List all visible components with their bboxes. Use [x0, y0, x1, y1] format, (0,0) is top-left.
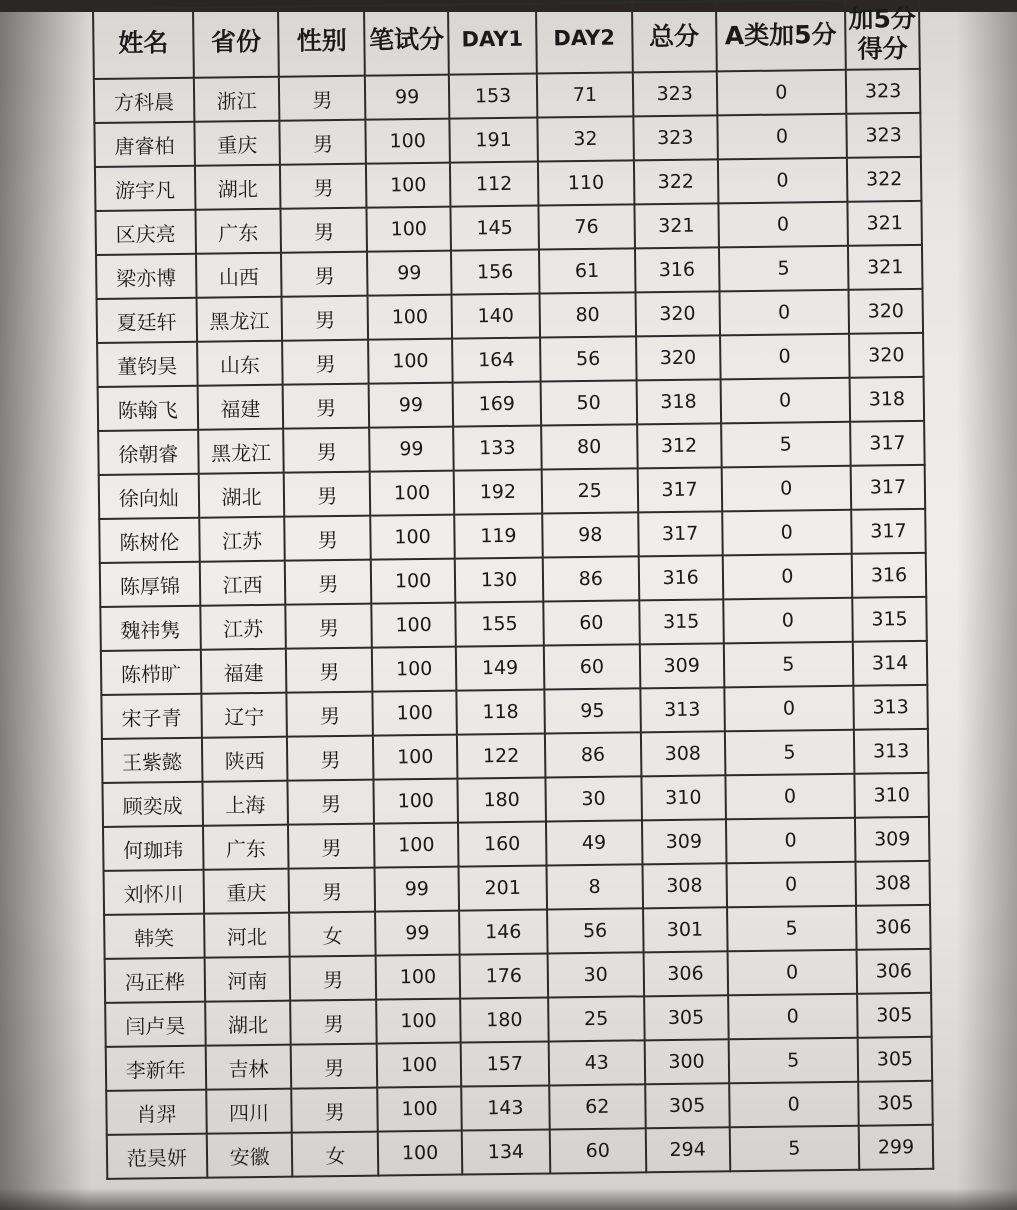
- cell-day2: 98: [542, 512, 638, 557]
- header-gender: 性别: [278, 6, 365, 77]
- cell-day1: 149: [456, 646, 544, 691]
- cell-day2: 61: [539, 248, 635, 293]
- cell-final-score: 321: [848, 201, 922, 246]
- cell-name: 肖羿: [106, 1090, 206, 1135]
- cell-province: 广东: [203, 825, 289, 870]
- cell-day1: 140: [452, 294, 540, 339]
- cell-written-score: 99: [367, 251, 451, 296]
- cell-bonus: 5: [728, 1038, 858, 1084]
- cell-province: 重庆: [194, 121, 280, 166]
- cell-day1: 130: [455, 558, 543, 603]
- cell-total: 313: [640, 687, 724, 732]
- cell-final-score: 305: [857, 993, 931, 1038]
- cell-final-score: 318: [850, 377, 924, 422]
- cell-name: 王紫懿: [102, 738, 202, 783]
- cell-total: 305: [644, 995, 728, 1040]
- cell-final-score: 320: [849, 333, 923, 378]
- cell-province: 福建: [197, 385, 283, 430]
- cell-province: 广东: [195, 209, 281, 254]
- cell-total: 323: [633, 71, 717, 116]
- cell-name: 游宇凡: [95, 166, 195, 211]
- cell-gender: 男: [287, 692, 373, 737]
- cell-day1: 112: [450, 162, 538, 207]
- cell-total: 317: [637, 467, 721, 512]
- cell-name: 宋子青: [101, 694, 201, 739]
- cell-day2: 8: [546, 864, 642, 909]
- cell-day2: 25: [542, 468, 638, 513]
- cell-day1: 122: [457, 734, 545, 779]
- header-row: [93, 0, 920, 79]
- cell-day2: 80: [539, 292, 635, 337]
- cell-day1: 192: [454, 470, 542, 515]
- cell-final-score: 305: [858, 1037, 932, 1082]
- cell-bonus: 0: [720, 378, 850, 424]
- cell-bonus: 0: [718, 202, 848, 248]
- cell-name: 区庆亮: [95, 210, 195, 255]
- cell-written-score: 100: [373, 691, 457, 736]
- cell-province: 吉林: [205, 1045, 291, 1090]
- cell-total: 300: [644, 1039, 728, 1084]
- cell-written-score: 100: [370, 515, 454, 560]
- cell-day2: 60: [544, 644, 640, 689]
- cell-gender: 男: [283, 384, 369, 429]
- cell-written-score: 100: [368, 295, 452, 340]
- cell-name: 魏祎隽: [100, 606, 200, 651]
- cell-gender: 女: [292, 1132, 378, 1177]
- cell-final-score: 322: [847, 157, 921, 202]
- cell-final-score: 306: [857, 949, 931, 994]
- cell-day2: 50: [540, 380, 636, 425]
- cell-name: 李新年: [106, 1046, 206, 1091]
- cell-bonus: 0: [723, 598, 853, 644]
- cell-day2: 110: [538, 160, 634, 205]
- cell-written-score: 100: [371, 603, 455, 648]
- cell-gender: 男: [286, 648, 372, 693]
- cell-total: 322: [634, 159, 718, 204]
- cell-name: 顾奕成: [102, 782, 202, 827]
- cell-day1: 164: [452, 338, 540, 383]
- header-name: 姓名: [93, 8, 194, 79]
- cell-bonus: 5: [724, 730, 854, 776]
- cell-gender: 男: [280, 164, 366, 209]
- cell-bonus: 0: [725, 774, 855, 820]
- cell-bonus: 0: [724, 686, 854, 732]
- cell-day2: 32: [537, 116, 633, 161]
- cell-bonus: 5: [721, 422, 851, 468]
- cell-written-score: 100: [373, 735, 457, 780]
- cell-written-score: 100: [377, 1087, 461, 1132]
- cell-gender: 男: [288, 824, 374, 869]
- cell-day1: 134: [462, 1129, 550, 1174]
- header-total: 总分: [632, 1, 717, 72]
- cell-name: 方科晨: [94, 78, 194, 123]
- cell-bonus: 0: [717, 114, 847, 160]
- cell-bonus: 0: [722, 510, 852, 556]
- cell-province: 上海: [202, 781, 288, 826]
- cell-name: 何珈玮: [103, 826, 203, 871]
- cell-written-score: 100: [366, 119, 450, 164]
- cell-written-score: 100: [378, 1131, 462, 1176]
- cell-bonus: 0: [720, 334, 850, 380]
- cell-name: 刘怀川: [104, 870, 204, 915]
- cell-province: 山东: [197, 341, 283, 386]
- cell-final-score: 323: [846, 69, 920, 114]
- cell-final-score: 317: [850, 421, 924, 466]
- cell-name: 陈树伦: [99, 518, 199, 563]
- cell-day1: 119: [454, 514, 542, 559]
- cell-gender: 男: [286, 604, 372, 649]
- score-table: [92, 0, 934, 1180]
- cell-province: 辽宁: [201, 693, 287, 738]
- cell-day2: 86: [543, 556, 639, 601]
- header-day2: DAY2: [536, 2, 633, 73]
- cell-final-score: 313: [854, 729, 928, 774]
- cell-day2: 62: [549, 1084, 645, 1129]
- cell-final-score: 299: [859, 1125, 933, 1170]
- cell-day1: 160: [458, 822, 546, 867]
- cell-final-score: 308: [856, 861, 930, 906]
- header-day1: DAY1: [448, 4, 537, 75]
- cell-name: 韩笑: [104, 914, 204, 959]
- cell-day1: 153: [449, 74, 537, 119]
- cell-bonus: 0: [721, 466, 851, 512]
- cell-bonus: 0: [728, 994, 858, 1040]
- cell-province: 黑龙江: [196, 297, 282, 342]
- cell-day1: 157: [461, 1041, 549, 1086]
- cell-written-score: 100: [367, 207, 451, 252]
- cell-written-score: 100: [376, 999, 460, 1044]
- cell-day2: 30: [547, 952, 643, 997]
- cell-gender: 男: [279, 76, 365, 121]
- cell-gender: 男: [285, 516, 371, 561]
- cell-province: 湖北: [198, 473, 284, 518]
- cell-day2: 43: [549, 1040, 645, 1085]
- cell-written-score: 100: [371, 559, 455, 604]
- cell-gender: 男: [288, 780, 374, 825]
- cell-final-score: 306: [856, 905, 930, 950]
- cell-final-score: 320: [849, 289, 923, 334]
- cell-province: 山西: [196, 253, 282, 298]
- table-body: [94, 69, 933, 1179]
- cell-total: 308: [641, 731, 725, 776]
- cell-gender: 男: [283, 340, 369, 385]
- cell-name: 陈厚锦: [100, 562, 200, 607]
- cell-bonus: 0: [716, 70, 846, 116]
- cell-province: 福建: [201, 649, 287, 694]
- cell-written-score: 99: [375, 911, 459, 956]
- cell-final-score: 310: [855, 773, 929, 818]
- cell-name: 夏廷轩: [97, 298, 197, 343]
- cell-total: 306: [643, 951, 727, 996]
- cell-gender: 男: [282, 296, 368, 341]
- cell-total: 309: [640, 643, 724, 688]
- cell-day1: 156: [451, 250, 539, 295]
- cell-name: 范昊妍: [107, 1134, 207, 1179]
- cell-day1: 118: [456, 690, 544, 735]
- cell-written-score: 99: [369, 427, 453, 472]
- cell-bonus: 0: [725, 818, 855, 864]
- cell-name: 梁亦博: [96, 254, 196, 299]
- cell-total: 315: [639, 599, 723, 644]
- cell-name: 徐朝睿: [98, 430, 198, 475]
- cell-bonus: 0: [717, 158, 847, 204]
- cell-province: 安徽: [206, 1133, 292, 1178]
- cell-total: 320: [636, 335, 720, 380]
- cell-written-score: 100: [368, 339, 452, 384]
- cell-gender: 男: [292, 1088, 378, 1133]
- cell-total: 323: [633, 115, 717, 160]
- cell-total: 312: [637, 423, 721, 468]
- cell-bonus: 5: [719, 246, 849, 292]
- table-row: [107, 1125, 933, 1179]
- header-final-score: 加5分得分: [845, 0, 920, 70]
- cell-written-score: 100: [374, 779, 458, 824]
- cell-name: 董钧昊: [97, 342, 197, 387]
- cell-final-score: 315: [852, 597, 926, 642]
- cell-province: 江西: [199, 561, 285, 606]
- cell-bonus: 0: [719, 290, 849, 336]
- cell-total: 317: [638, 511, 722, 556]
- cell-province: 四川: [206, 1089, 292, 1134]
- cell-day1: 146: [459, 910, 547, 955]
- cell-final-score: 323: [846, 113, 920, 158]
- cell-bonus: 0: [729, 1082, 859, 1128]
- cell-day1: 155: [455, 602, 543, 647]
- cell-total: 305: [645, 1083, 729, 1128]
- cell-final-score: 305: [858, 1081, 932, 1126]
- bottom-shadow: [0, 1188, 1017, 1210]
- cell-written-score: 100: [377, 1043, 461, 1088]
- right-shadow: [957, 0, 1017, 1210]
- cell-total: 320: [635, 291, 719, 336]
- header-province: 省份: [193, 7, 280, 78]
- cell-day2: 76: [538, 204, 634, 249]
- cell-day2: 71: [537, 72, 633, 117]
- cell-written-score: 100: [374, 823, 458, 868]
- cell-day1: 169: [453, 382, 541, 427]
- cell-day1: 191: [449, 118, 537, 163]
- cell-name: 闫卢昊: [105, 1002, 205, 1047]
- cell-day2: 56: [547, 908, 643, 953]
- cell-total: 309: [642, 819, 726, 864]
- cell-gender: 男: [284, 428, 370, 473]
- cell-day1: 143: [461, 1085, 549, 1130]
- cell-day2: 60: [550, 1128, 646, 1173]
- cell-total: 301: [643, 907, 727, 952]
- cell-written-score: 100: [370, 471, 454, 516]
- cell-final-score: 309: [855, 817, 929, 862]
- cell-gender: 男: [290, 956, 376, 1001]
- cell-written-score: 99: [365, 75, 449, 120]
- cell-province: 浙江: [194, 77, 280, 122]
- cell-day2: 80: [541, 424, 637, 469]
- cell-province: 河南: [204, 957, 290, 1002]
- cell-name: 冯正桦: [105, 958, 205, 1003]
- cell-gender: 男: [291, 1044, 377, 1089]
- cell-written-score: 99: [369, 383, 453, 428]
- cell-written-score: 100: [366, 163, 450, 208]
- cell-day1: 180: [457, 778, 545, 823]
- cell-bonus: 0: [722, 554, 852, 600]
- cell-final-score: 314: [853, 641, 927, 686]
- header-written-score: 笔试分: [364, 5, 449, 76]
- cell-name: 徐向灿: [99, 474, 199, 519]
- cell-day1: 201: [459, 866, 547, 911]
- cell-final-score: 321: [848, 245, 922, 290]
- cell-final-score: 316: [852, 553, 926, 598]
- cell-province: 湖北: [205, 1001, 291, 1046]
- left-shadow: [0, 0, 90, 1210]
- cell-total: 308: [642, 863, 726, 908]
- cell-total: 294: [645, 1127, 729, 1172]
- cell-day2: 49: [546, 820, 642, 865]
- cell-province: 黑龙江: [198, 429, 284, 474]
- cell-gender: 男: [285, 560, 371, 605]
- cell-day1: 133: [453, 426, 541, 471]
- cell-gender: 女: [290, 912, 376, 957]
- cell-name: 陈翰飞: [98, 386, 198, 431]
- cell-gender: 男: [281, 208, 367, 253]
- cell-province: 湖北: [195, 165, 281, 210]
- cell-province: 陕西: [202, 737, 288, 782]
- cell-day2: 60: [543, 600, 639, 645]
- cell-gender: 男: [289, 868, 375, 913]
- cell-gender: 男: [280, 120, 366, 165]
- cell-province: 江苏: [199, 517, 285, 562]
- cell-day2: 86: [545, 732, 641, 777]
- cell-day2: 56: [540, 336, 636, 381]
- header-bonus: A类加5分: [715, 0, 845, 71]
- cell-bonus: 5: [727, 906, 857, 952]
- cell-final-score: 317: [851, 509, 925, 554]
- cell-written-score: 99: [375, 867, 459, 912]
- cell-day1: 145: [450, 206, 538, 251]
- cell-name: 陈栉旷: [101, 650, 201, 695]
- cell-gender: 男: [287, 736, 373, 781]
- cell-day2: 30: [545, 776, 641, 821]
- cell-bonus: 5: [729, 1126, 859, 1172]
- cell-province: 河北: [204, 913, 290, 958]
- cell-total: 316: [635, 247, 719, 292]
- cell-gender: 男: [281, 252, 367, 297]
- cell-written-score: 100: [372, 647, 456, 692]
- cell-written-score: 100: [376, 955, 460, 1000]
- cell-total: 310: [641, 775, 725, 820]
- cell-gender: 男: [284, 472, 370, 517]
- cell-day2: 25: [548, 996, 644, 1041]
- cell-bonus: 0: [727, 950, 857, 996]
- cell-day2: 95: [544, 688, 640, 733]
- cell-total: 321: [634, 203, 718, 248]
- cell-province: 重庆: [203, 869, 289, 914]
- cell-bonus: 0: [726, 862, 856, 908]
- cell-day1: 176: [460, 954, 548, 999]
- cell-total: 318: [636, 379, 720, 424]
- cell-total: 316: [638, 555, 722, 600]
- cell-final-score: 317: [851, 465, 925, 510]
- cell-name: 唐睿柏: [94, 122, 194, 167]
- cell-day1: 180: [460, 998, 548, 1043]
- cell-bonus: 5: [723, 642, 853, 688]
- cell-gender: 男: [291, 1000, 377, 1045]
- cell-final-score: 313: [853, 685, 927, 730]
- cell-province: 江苏: [200, 605, 286, 650]
